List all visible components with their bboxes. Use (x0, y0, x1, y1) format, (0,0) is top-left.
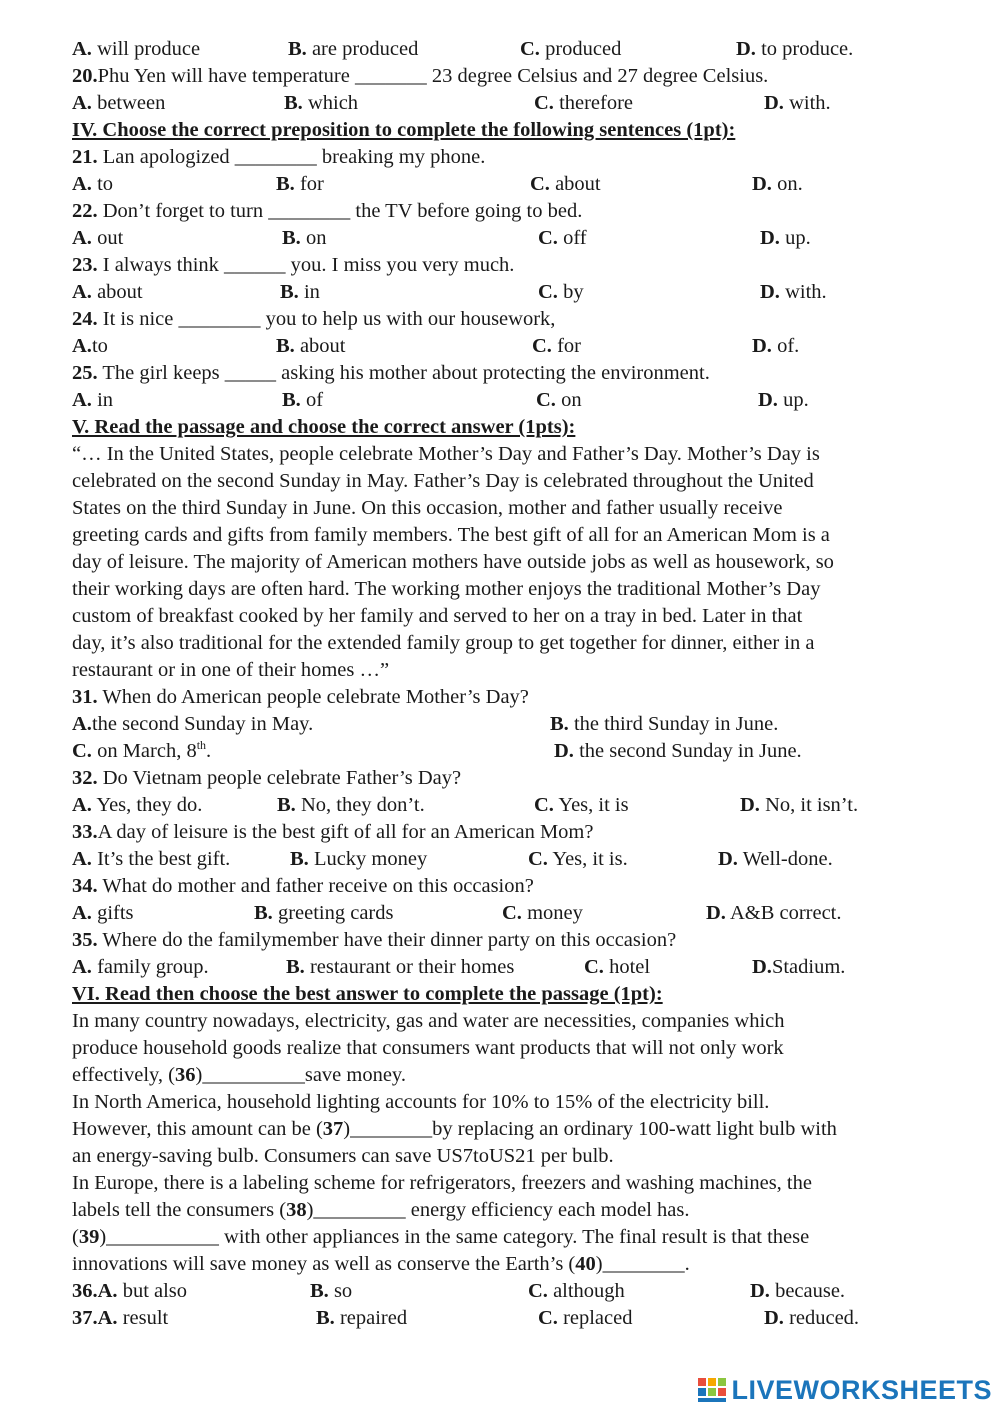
blank-37-number: 37 (322, 1118, 344, 1140)
passage-line: celebrated on the second Sunday in May. Father’s Day is celebrated throughout the United (72, 470, 814, 492)
q20-option-c[interactable]: C. therefore (534, 92, 634, 114)
q33-option-b[interactable]: B. Lucky money (290, 848, 428, 870)
q37-options (72, 1305, 962, 1332)
q19-option-b[interactable]: B. are produced (288, 38, 419, 60)
liveworksheets-logo-text: LIVEWORKSHEETS (731, 1374, 992, 1405)
blank-40-number: 40 (575, 1253, 596, 1275)
q31-option-b[interactable]: B. the third Sunday in June. (550, 713, 779, 735)
q34-option-a[interactable]: A. gifts (72, 902, 134, 924)
section-6-heading: VI. Read then choose the best answer to complete the passage (1pt): (72, 983, 663, 1005)
cloze-line: labels tell the consumers (38)_________ energy efficiency each model has. (72, 1199, 690, 1221)
q21-option-a[interactable]: A. to (72, 173, 114, 195)
q32-options (72, 792, 962, 819)
q20-question: 20.Phu Yen will have temperature _______ 23 degree Celsius and 27 degree Celsius. (72, 65, 769, 87)
q24-question: 24. It is nice ________ you to help us with our housework, (72, 308, 556, 330)
q31-option-d[interactable]: D. the second Sunday in June. (554, 740, 802, 762)
blank-36-number: 36 (175, 1064, 196, 1086)
passage-line: day, it’s also traditional for the extended family group to get together for dinner, either in a (72, 632, 815, 654)
q22-option-b[interactable]: B. on (282, 227, 327, 249)
q35-options (72, 954, 962, 981)
q33-option-c[interactable]: C. Yes, it is. (528, 848, 628, 870)
q34-option-c[interactable]: C. money (502, 902, 583, 924)
q31-options-row1 (72, 711, 962, 738)
q25-option-c[interactable]: C. on (536, 389, 582, 411)
q25-option-b[interactable]: B. of (282, 389, 324, 411)
q32-option-d[interactable]: D. No, it isn’t. (740, 794, 859, 816)
q32-question: 32. Do Vietnam people celebrate Father’s Day? (72, 767, 462, 789)
liveworksheets-logo[interactable] (697, 1373, 992, 1407)
q20-options (72, 90, 962, 117)
passage-line: States on the third Sunday in June. On this occasion, mother and father usually receive (72, 497, 783, 519)
q32-option-a[interactable]: A. Yes, they do. (72, 794, 203, 816)
q25-question: 25. The girl keeps _____ asking his mother about protecting the environment. (72, 362, 710, 384)
section-5-heading: V. Read the passage and choose the correct answer (1pts): (72, 416, 576, 438)
passage-line: their working days are often hard. The working mother enjoys the traditional Mother’s Day (72, 578, 821, 600)
cloze-passage (72, 1008, 962, 1278)
cloze-line: In Europe, there is a labeling scheme for refrigerators, freezers and washing machines, the (72, 1172, 812, 1194)
q34-question: 34. What do mother and father receive on this occasion? (72, 875, 534, 897)
q19-options (72, 36, 962, 63)
q21-question: 21. Lan apologized ________ breaking my phone. (72, 146, 486, 168)
q24-option-b[interactable]: B. about (276, 335, 346, 357)
q19-option-a[interactable]: A. will produce (72, 38, 201, 60)
q32-option-b[interactable]: B. No, they don’t. (277, 794, 425, 816)
q37-option-c[interactable]: C. replaced (538, 1307, 633, 1329)
q35-question: 35. Where do the familymember have their dinner party on this occasion? (72, 929, 677, 951)
q19-option-c[interactable]: C. produced (520, 38, 622, 60)
q37-option-b[interactable]: B. repaired (316, 1307, 408, 1329)
q33-options (72, 846, 962, 873)
q34-option-d[interactable]: D. A&B correct. (706, 902, 842, 924)
passage-line: custom of breakfast cooked by her family and served to her on a tray in bed. Later in that (72, 605, 803, 627)
q34-option-b[interactable]: B. greeting cards (254, 902, 394, 924)
q25-options (72, 387, 962, 414)
q31-question: 31. When do American people celebrate Mother’s Day? (72, 686, 529, 708)
q37-option-a[interactable]: 37.A. result (72, 1307, 169, 1329)
blank-39-number: 39 (78, 1226, 100, 1248)
q21-option-b[interactable]: B. for (276, 173, 324, 195)
q36-options (72, 1278, 962, 1305)
cloze-line: effectively, (36)__________save money. (72, 1064, 406, 1086)
cloze-line: produce household goods realize that consumers want products that will not only work (72, 1037, 784, 1059)
q31-option-a[interactable]: A.the second Sunday in May. (72, 713, 314, 735)
q36-option-d[interactable]: D. because. (750, 1280, 846, 1302)
q19-option-d[interactable]: D. to produce. (736, 38, 854, 60)
cloze-line: (39)___________ with other appliances in the same category. The final result is that these (72, 1226, 810, 1248)
q24-options (72, 333, 962, 360)
q24-option-d[interactable]: D. of. (752, 335, 800, 357)
q35-option-d[interactable]: D.Stadium. (752, 956, 846, 978)
q20-option-b[interactable]: B. which (284, 92, 359, 114)
q23-option-b[interactable]: B. in (280, 281, 320, 303)
q23-question: 23. I always think ______ you. I miss you very much. (72, 254, 515, 276)
q31-options-row2 (72, 738, 962, 765)
q24-option-a[interactable]: A.to (72, 335, 108, 357)
reading-passage (72, 441, 962, 684)
q21-option-d[interactable]: D. on. (752, 173, 803, 195)
q21-options (72, 171, 962, 198)
cloze-line: In many country nowadays, electricity, gas and water are necessities, companies which (72, 1010, 785, 1032)
q22-options (72, 225, 962, 252)
q35-option-b[interactable]: B. restaurant or their homes (286, 956, 515, 978)
passage-line: “… In the United States, people celebrate Mother’s Day and Father’s Day. Mother’s Day is (72, 443, 820, 465)
q37-option-d[interactable]: D. reduced. (764, 1307, 860, 1329)
q35-option-c[interactable]: C. hotel (584, 956, 651, 978)
q25-option-d[interactable]: D. up. (758, 389, 809, 411)
q24-option-c[interactable]: C. for (532, 335, 581, 357)
liveworksheets-logo-icon (697, 1376, 727, 1404)
passage-line: restaurant or in one of their homes …” (72, 659, 390, 681)
q23-option-a[interactable]: A. about (72, 281, 143, 303)
cloze-line: an energy-saving bulb. Consumers can save US7toUS21 per bulb. (72, 1145, 614, 1167)
q25-option-a[interactable]: A. in (72, 389, 114, 411)
q34-options (72, 900, 962, 927)
q21-option-c[interactable]: C. about (530, 173, 601, 195)
q33-option-d[interactable]: D. Well-done. (718, 848, 833, 870)
q36-option-c[interactable]: C. although (528, 1280, 625, 1302)
q22-option-d[interactable]: D. up. (760, 227, 811, 249)
q20-option-a[interactable]: A. between (72, 92, 166, 114)
q22-option-c[interactable]: C. off (538, 227, 587, 249)
passage-line: day of leisure. The majority of American mothers have outside jobs as well as housework, so (72, 551, 834, 573)
q23-options (72, 279, 962, 306)
q33-question: 33.A day of leisure is the best gift of all for an American Mom? (72, 821, 594, 843)
cloze-line: In North America, household lighting accounts for 10% to 15% of the electricity bill. (72, 1091, 770, 1113)
q22-option-a[interactable]: A. out (72, 227, 124, 249)
q20-option-d[interactable]: D. with. (764, 92, 831, 114)
q32-option-c[interactable]: C. Yes, it is (534, 794, 629, 816)
q36-option-a[interactable]: 36.A. but also (72, 1280, 188, 1302)
section-4-heading: IV. Choose the correct preposition to complete the following sentences (1pt): (72, 119, 736, 141)
q36-option-b[interactable]: B. so (310, 1280, 353, 1302)
q35-option-a[interactable]: A. family group. (72, 956, 209, 978)
worksheet-page (72, 36, 962, 1332)
q33-option-a[interactable]: A. It’s the best gift. (72, 848, 231, 870)
q22-question: 22. Don’t forget to turn ________ the TV before going to bed. (72, 200, 583, 222)
q23-option-c[interactable]: C. by (538, 281, 584, 303)
passage-line: greeting cards and gifts from family members. The best gift of all for an American Mom is a (72, 524, 830, 546)
q23-option-d[interactable]: D. with. (760, 281, 827, 303)
blank-38-number: 38 (286, 1199, 307, 1221)
cloze-line: innovations will save money as well as conserve the Earth’s (40)________. (72, 1253, 690, 1275)
q31-option-c[interactable]: C. on March, 8th. (72, 738, 212, 762)
cloze-line: However, this amount can be (37)________by replacing an ordinary 100-watt light bulb with (72, 1118, 837, 1140)
